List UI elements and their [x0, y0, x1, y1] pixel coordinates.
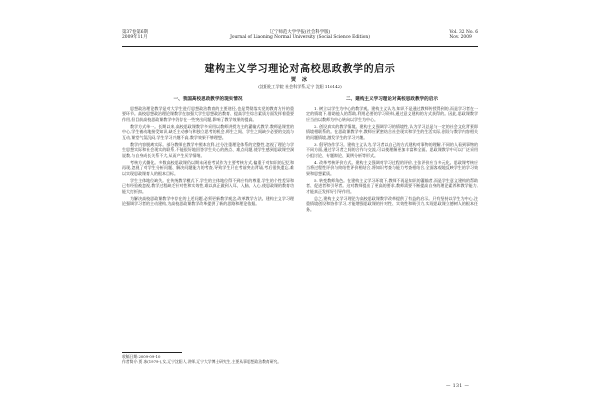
header-right — [449, 30, 478, 41]
footnote-rule — [122, 352, 182, 353]
section-heading-2: 二、建构主义学习理论对高校思政教学的启示 — [346, 97, 438, 102]
left-paragraph: 思想政治理论教学是对大学生进行思想政治教育的主要途径,也是贯彻落实党的教育方针的重要环节。高校思想政治理论课教学在加强大学生思想政治教育、提高学生综合素质方面发挥着重要作用,但目前高校思政课教学中仍存在一些突出问题,影响了教学效果的提高。 — [122, 105, 294, 122]
right-paragraph: 5. 转变教师角色。在建构主义学习环境下,教师不再是知识的灌输者,而是学生意义建构的帮助者、促进者和引导者。这对教师提出了更高的要求,教师需要不断提高自身的理论素养和教学能力,才能真正发挥好引导作用。 — [306, 177, 478, 194]
footnote-received: 收稿日期:2009-09-10 — [122, 354, 161, 359]
left-paragraph: 学生主体地位缺失。在传统教学模式下,学生的主体地位得不到应有的尊重,学生的个性差异和已有经验被忽视,教学过程缺乏针对性和实效性,难以真正做到入耳、入脑、入心,使思政课的教育功能大打折扣。 — [122, 177, 294, 194]
header-rule — [122, 46, 478, 47]
right-paragraph: 2. 创设真实的教学情境。建构主义强调学习的情境性,认为学习总是与一定的社会文化背景即情境相联系的。在思政课教学中,教师应紧密结合社会现实和学生的生活实际,创设与教学内容相关的问题情境,激发学生的学习兴趣。 — [306, 123, 478, 140]
page-number: — 131 — — [446, 384, 470, 389]
header-date: 2009年11月 — [122, 35, 148, 41]
right-paragraph: 4. 改革考核评价方式。建构主义强调对学习过程的评价,主张评价应当多元化。思政课考核应当将过程性评价与终结性评价相结合,将知识考查与能力考查相结合,全面客观地反映学生的学习效果和思想素质。 — [306, 159, 478, 176]
running-header — [122, 30, 478, 50]
header-center — [230, 30, 370, 41]
right-paragraph: 总之,建构主义学习理论为高校思政课教学改革提供了有益的启示。只有坚持以学生为中心,注重情境创设和协作学习,才能增强思政课的针对性、实效性和吸引力,实现思政课立德树人的根本任务。 — [306, 195, 478, 212]
header-volume: 第37卷第6期 — [122, 30, 148, 35]
right-paragraph: 1. 树立以学生为中心的教学观。建构主义认为,知识不是通过教师传授得到的,而是学习者在一定的情境下,借助他人的帮助,利用必要的学习资料,通过意义建构的方式获得的。因此,思政课教学应当由以教师为中心转向以学生为中心。 — [306, 105, 478, 122]
footnote-author-bio: 作者简介:贾 冰(1979-),女,辽宁沈阳人,讲师,辽宁大学博士研究生,主要从事思想政治教育研究。 — [122, 359, 282, 365]
article-title: 建构主义学习理论对高校思政教学的启示 — [204, 64, 396, 75]
header-date-en: Nov. 2009 — [449, 35, 472, 41]
header-left — [122, 30, 148, 41]
left-column — [122, 97, 294, 208]
left-paragraph: 考核方式僵化。多数高校思政课仍以期末闭卷考试作为主要考核方式,偏重于对知识的记忆和再现,忽视了对学生分析问题、解决问题能力的考查,导致学生只在考前突击背诵,考后很快遗忘,难以实现思政课育人的根本目标。 — [122, 159, 294, 176]
article-affiliation: (沈阳化工学院 社会科学系,辽宁 沈阳 110142) — [258, 84, 342, 89]
left-paragraph: 为解决高校思政课教学中存在的上述问题,必须更新教学观念,改革教学方法。建构主义学习理论强调学习者的主动建构,为高校思政课教学改革提供了新的思路和理论依据。 — [122, 195, 294, 206]
footnote — [122, 354, 478, 364]
left-paragraph: 教学方式单一。长期以来,高校思政课教学多采用以教师讲授为主的灌输式教学,教师是课堂的中心,学生被动地接受知识,缺乏主动参与和独立思考的机会,师生之间、学生之间缺少必要的交流与互动,课堂气氛沉闷,学生学习兴趣不高,教学效果不够理想。 — [122, 123, 294, 140]
right-column — [306, 97, 478, 214]
article-author: 贾 冰 — [290, 77, 310, 83]
right-paragraph: 3. 倡导协作学习。建构主义认为,学习者以自己的方式建构对事物的理解,不同的人看到事物的不同方面,通过学习者之间的合作与交流,可以使理解更加丰富和全面。思政课教学中可以广泛采用小组讨论、专题辩论、案例分析等形式。 — [306, 141, 478, 158]
section-heading-1: 一、我国高校思政教学的现实情况 — [173, 97, 243, 102]
header-journal-en: Journal of Liaoning Normal University (Social Science Edition) — [230, 35, 370, 41]
header-volume-en: Vol. 32 No. 6 — [449, 30, 478, 35]
left-paragraph: 教学内容脱离实际。部分教师在教学中照本宣科,过分注重理论体系的完整性,忽视了理论与学生思想实际和社会现实的联系,不能很好地回答学生关心的热点、难点问题,使学生感到思政课空洞说教,与自身成长关系不大,从而产生厌学情绪。 — [122, 141, 294, 158]
header-journal-cn: 辽宁师范大学学报(社会科学版) — [269, 30, 331, 35]
